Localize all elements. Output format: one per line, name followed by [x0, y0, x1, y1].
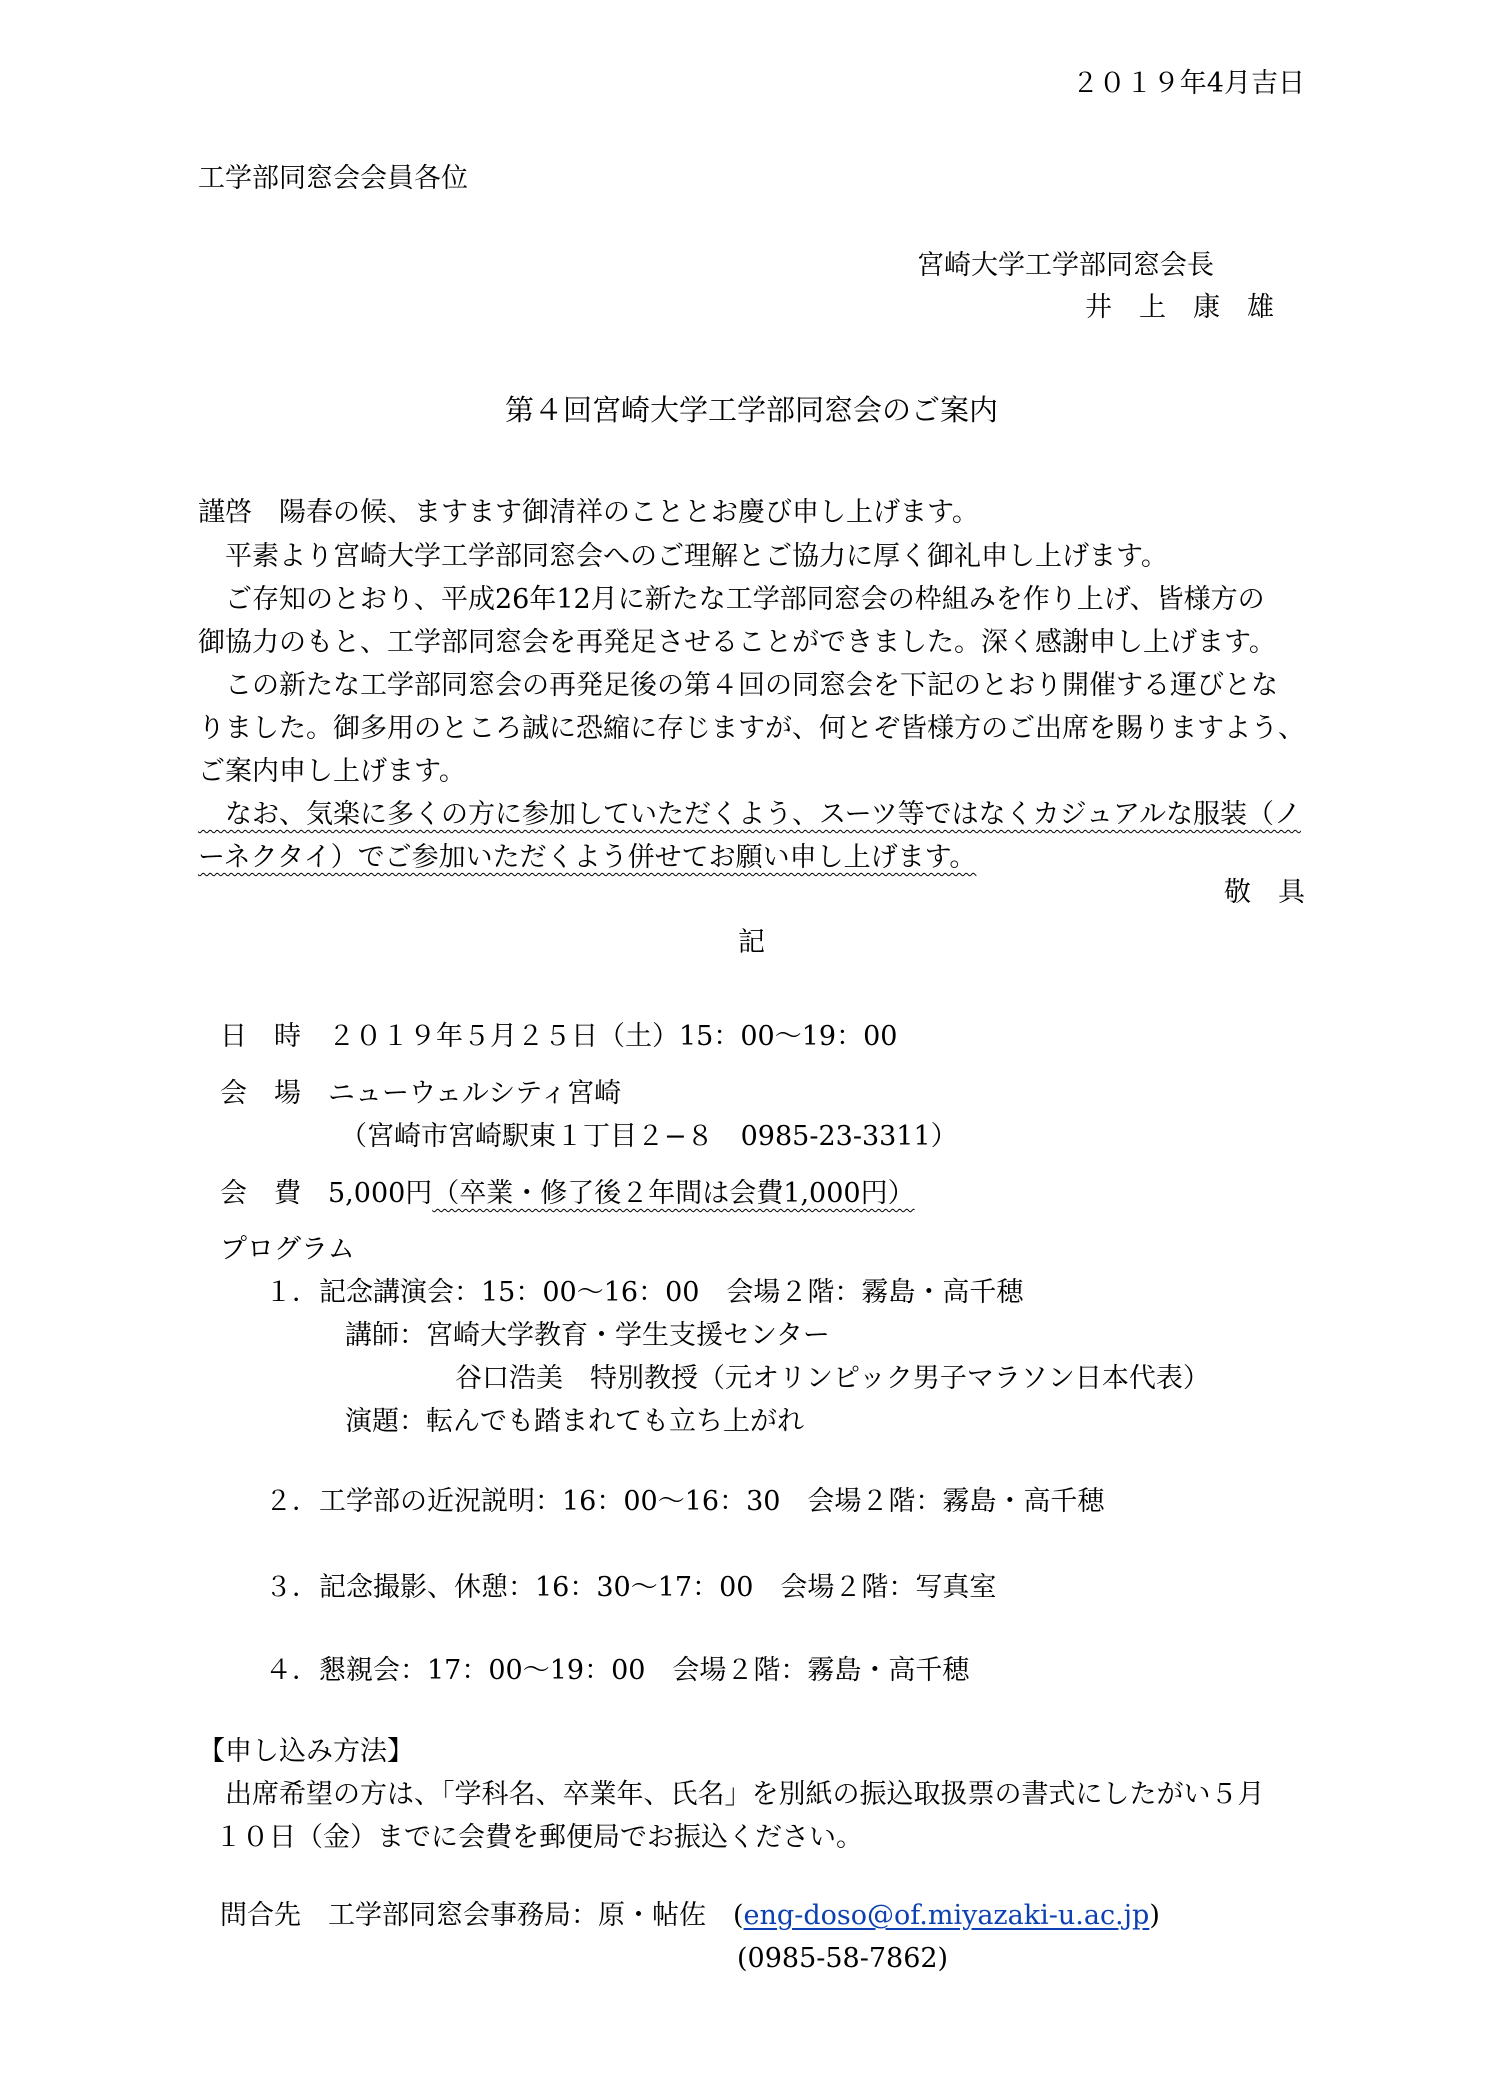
contact-phone: (0985-58-7862) [737, 1943, 949, 1974]
page-title: 第４回宮崎大学工学部同窓会のご案内 [504, 393, 998, 427]
body-paragraph-3-line-3: ご案内申し上げます。 [198, 756, 466, 787]
body-paragraph-3-line-2: りました。御多用のところ誠に恐縮に存じますが、何とぞ皆様方のご出席を賜りますよう、 [198, 713, 1305, 744]
program-item-1-lecturer-name: 谷口浩美 特別教授（元オリンピック男子マラソン日本代表） [455, 1363, 1210, 1394]
event-venue: 会 場 ニューウェルシティ宮崎 [220, 1078, 622, 1109]
body-paragraph-3-line-1: この新たな工学部同窓会の再発足後の第４回の同窓会を下記のとおり開催する運びとな [198, 670, 1278, 701]
closing-keigu: 敬 具 [1224, 877, 1305, 908]
body-paragraph-1: 平素より宮崎大学工学部同窓会へのご理解とご協力に厚く御礼申し上げます。 [198, 541, 1168, 572]
program-item-2: ２．工学部の近況説明：16：00～16：30 会場２階：霧島・高千穂 [265, 1486, 1105, 1517]
contact-label: 問合先 工学部同窓会事務局：原・帖佐 ( [220, 1900, 744, 1931]
program-item-1: １．記念講演会：15：00～16：00 会場２階：霧島・高千穂 [265, 1277, 1024, 1308]
program-item-1-topic: 演題：転んでも踏まれても立ち上がれ [345, 1406, 804, 1437]
sender-name: 井 上 康 雄 [1085, 292, 1274, 323]
program-item-3: ３．記念撮影、休憩：16：30～17：00 会場２階：写真室 [265, 1572, 997, 1603]
body-paragraph-4-line-1: なお、気楽に多くの方に参加していただくよう、スーツ等ではなくカジュアルな服装（ノ [198, 799, 1301, 830]
ki-heading: 記 [738, 927, 765, 958]
fee-amount: 会 費 5,000円 [220, 1178, 433, 1209]
contact-line [220, 1900, 1160, 1932]
body-paragraph-2-line-2: 御協力のもと、工学部同窓会を再発足させることができました。深く感謝申し上げます。 [198, 627, 1276, 658]
body-paragraph-4-line-2: ーネクタイ）でご参加いただくよう併せてお願い申し上げます。 [198, 842, 977, 873]
program-item-1-lecturer: 講師：宮崎大学教育・学生支援センター [345, 1320, 830, 1351]
sender-organization: 宮崎大学工学部同窓会長 [917, 250, 1214, 281]
event-fee [220, 1178, 915, 1210]
fee-note: （卒業・修了後２年間は会費1,000円） [432, 1178, 915, 1209]
venue-address: （宮崎市宮崎駅東１丁目２−８ 0985-23-3311） [340, 1121, 958, 1152]
application-heading: 【申し込み方法】 [198, 1736, 414, 1767]
application-line-2: １０日（金）までに会費を郵便局でお振込ください。 [215, 1822, 863, 1853]
document-date: ２０１９年4月吉日 [1071, 68, 1305, 99]
application-line-1: 出席希望の方は、「学科名、卒業年、氏名」を別紙の振込取扱票の書式にしたがい５月 [198, 1779, 1265, 1810]
greeting-line: 謹啓 陽春の候、ますます御清祥のこととお慶び申し上げます。 [198, 497, 979, 528]
program-item-4: ４．懇親会：17：00～19：00 会場２階：霧島・高千穂 [265, 1655, 970, 1686]
contact-email-link[interactable]: eng-doso@of.miyazaki-u.ac.jp [743, 1900, 1150, 1931]
event-datetime: 日 時 ２０１９年５月２５日（土）15：00～19：00 [220, 1021, 898, 1052]
body-paragraph-2-line-1: ご存知のとおり、平成26年12月に新たな工学部同窓会の枠組みを作り上げ、皆様方の [198, 584, 1265, 615]
contact-close-paren: ) [1149, 1900, 1160, 1931]
program-heading: プログラム [220, 1234, 355, 1265]
recipient-line: 工学部同窓会会員各位 [198, 163, 468, 194]
